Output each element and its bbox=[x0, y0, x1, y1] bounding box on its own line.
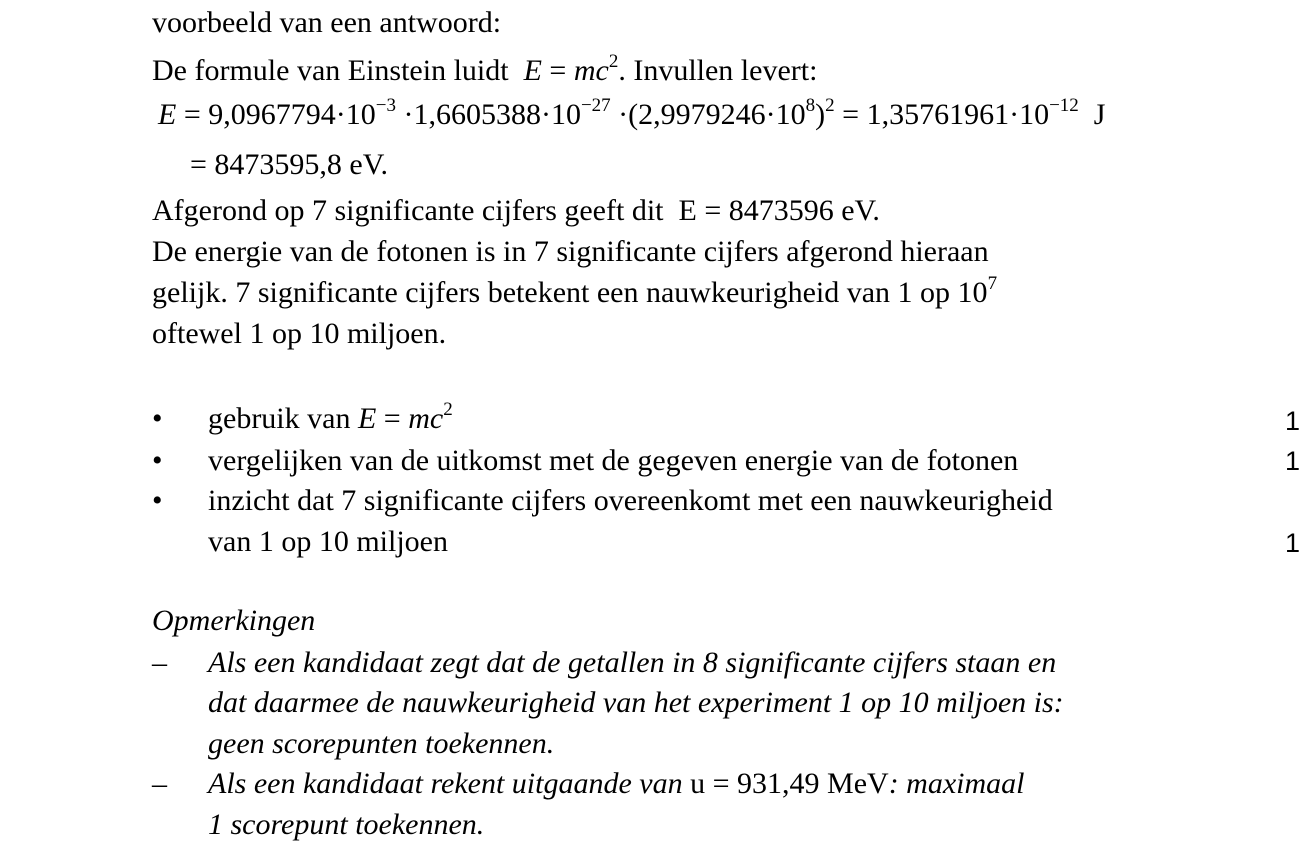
score-item-text-cont: van 1 op 10 miljoen bbox=[208, 525, 448, 558]
remark-text: Als een kandidaat zegt dat de getallen in 8 significante cijfers staan en bbox=[208, 646, 1057, 679]
remark-text: 1 scorepunt toekennen. bbox=[208, 808, 485, 841]
bullet-icon: • bbox=[152, 402, 163, 435]
score-points: 1 bbox=[1284, 446, 1300, 476]
rounded-value: E = 8473596 eV. bbox=[678, 194, 880, 227]
einstein-formula: E bbox=[516, 54, 542, 87]
dash-icon: – bbox=[152, 767, 167, 800]
answer-intro: voorbeeld van een antwoord: bbox=[152, 6, 502, 39]
dash-icon: – bbox=[152, 646, 167, 679]
calculation-line: $E = 9,0967794\cdot 10^{-3} \cdot 1,6605388\cdot 10^{-27} \cdot(2,9979246\cdot 10^8)^2 = 1,35761961\cdot 10^{-12}$ J bbox=[158, 95, 1106, 131]
remarks-heading: Opmerkingen bbox=[152, 604, 316, 637]
formula-tail: . Invullen levert: bbox=[618, 54, 818, 87]
remark-text: geen scorepunten toekennen. bbox=[208, 727, 555, 760]
formula-lead: De formule van Einstein luidt bbox=[152, 54, 509, 87]
score-points: 1 bbox=[1284, 528, 1300, 558]
remark-text: dat daarmee de nauwkeurigheid van het experiment 1 op 10 miljoen is: bbox=[208, 686, 1064, 719]
score-item-text: vergelijken van de uitkomst met de gegeven energie van de fotonen bbox=[208, 444, 1019, 477]
score-item-text: inzicht dat 7 significante cijfers overeenkomt met een nauwkeurigheid bbox=[208, 484, 1053, 517]
unit-value: u = 931,49 MeV bbox=[690, 767, 889, 800]
score-item-text: gebruik van bbox=[208, 402, 351, 435]
bullet-icon: • bbox=[152, 444, 163, 477]
bullet-icon: • bbox=[152, 484, 163, 517]
calc-unit: J bbox=[1093, 98, 1106, 131]
rounded-line bbox=[152, 196, 880, 226]
formula-line: De formule van Einstein luidt $E = mc^2$. Invullen levert: bbox=[152, 51, 818, 87]
paragraph-line-2: gelijk. 7 significante cijfers betekent een nauwkeurigheid van 1 op $10^7$ bbox=[152, 273, 998, 309]
calculation-result: = 8473595,8 eV. bbox=[190, 148, 389, 181]
paragraph-line-1: De energie van de fotonen is in 7 significante cijfers afgerond hieraan bbox=[152, 235, 989, 268]
paragraph-line-3: oftewel 1 op 10 miljoen. bbox=[152, 317, 447, 350]
rounded-lead: Afgerond op 7 significante cijfers geeft dit bbox=[152, 194, 664, 227]
score-points: 1 bbox=[1284, 406, 1300, 436]
remark-text: Als een kandidaat rekent uitgaande van u = 931,49 MeV: maximaal bbox=[208, 767, 1025, 800]
